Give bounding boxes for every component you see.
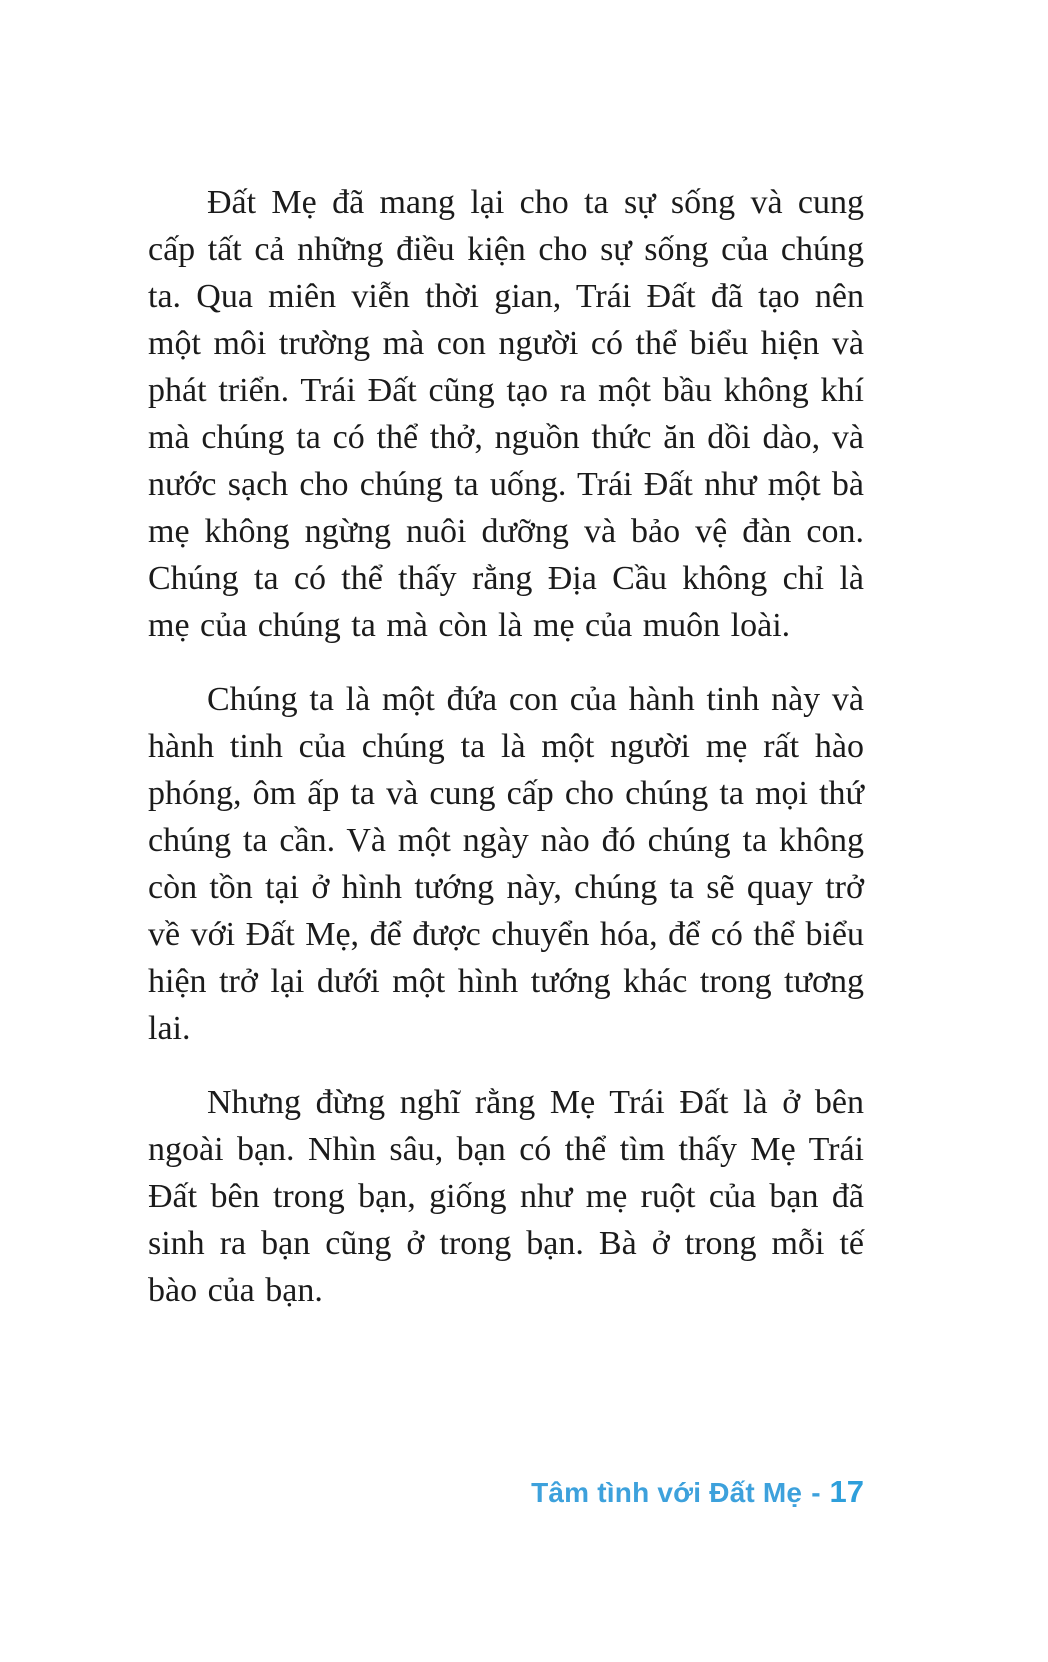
footer-book-title: Tâm tình với Đất Mẹ <box>531 1477 803 1508</box>
body-paragraph-1: Đất Mẹ đã mang lại cho ta sự sống và cung cấp tất cả những điều kiện cho sự sống của chúng ta. Qua miên viễn thời gian, Trái Đất đã tạo nên một môi trường mà con người có thể biểu hiện và phát triển. Trái Đất cũng tạo ra một bầu không khí mà chúng ta có thể thở, nguồn thức ăn dồi dào, và nước sạch cho chúng ta uống. Trái Đất như một bà mẹ không ngừng nuôi dưỡng và bảo vệ đàn con. Chúng ta có thể thấy rằng Địa Cầu không chỉ là mẹ của chúng ta mà còn là mẹ của muôn loài. <box>148 184 864 644</box>
footer-page-number: 17 <box>829 1474 864 1509</box>
footer-separator: - <box>811 1477 821 1508</box>
running-footer <box>531 1474 864 1510</box>
body-paragraph-2: Chúng ta là một đứa con của hành tinh này và hành tinh của chúng ta là một người mẹ rất hào phóng, ôm ấp ta và cung cấp cho chúng ta mọi thứ chúng ta cần. Và một ngày nào đó chúng ta không còn tồn tại ở hình tướng này, chúng ta sẽ quay trở về với Đất Mẹ, để được chuyển hóa, để có thể biểu hiện trở lại dưới một hình tướng khác trong tương lai. <box>148 681 864 1047</box>
body-paragraph-3: Nhưng đừng nghĩ rằng Mẹ Trái Đất là ở bên ngoài bạn. Nhìn sâu, bạn có thể tìm thấy Mẹ Trái Đất bên trong bạn, giống như mẹ ruột của bạn đã sinh ra bạn cũng ở trong bạn. Bà ở trong mỗi tế bào của bạn. <box>148 1084 864 1309</box>
body-text-block <box>148 179 864 1314</box>
